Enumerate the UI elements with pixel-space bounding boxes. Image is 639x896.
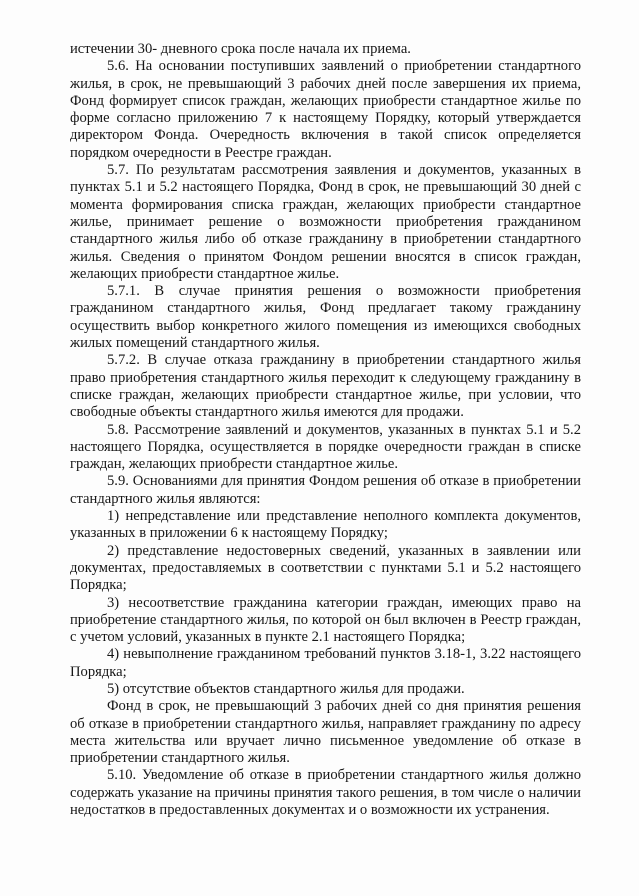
paragraph-5-10: 5.10. Уведомление об отказе в приобретении стандартного жилья должно содержать указание на причины принятия такого решения, в том числе о наличии недостатков в предоставленных документах и о возможности их устранения. [70,767,581,819]
paragraph-continuation: истечении 30- дневного срока после начала их приема. [70,41,411,57]
paragraph-5-6: 5.6. На основании поступивших заявлений о приобретении стандартного жилья, в срок, не превышающий 3 рабочих дней после завершения их приема, Фонд формирует список граждан, желающих приобрести стандартное жилье по форме согласно приложению 7 к настоящему Порядку, который утверждается директором Фонда. Очередность включения в такой список определяется порядком очередности в Реестре граждан. [70,58,581,161]
document-body [70,41,581,819]
paragraph-5-7-2: 5.7.2. В случае отказа гражданину в приобретении стандартного жилья право приобретения стандартного жилья переходит к следующему гражданину в списке граждан, желающих приобрести стандартное жилье, при условии, что свободные объекты стандартного жилья имеются для продажи. [70,352,581,421]
paragraph-5-8: 5.8. Рассмотрение заявлений и документов, указанных в пунктах 5.1 и 5.2 настоящего Порядка, осуществляется в порядке очередности граждан в списке граждан, желающих приобрести стандартное жилье. [70,421,581,473]
list-item-3: 3) несоответствие гражданина категории граждан, имеющих право на приобретение стандартного жилья, по которой он был включен в Реестр граждан, с учетом условий, указанных в пункте 2.1 настоящего Порядка; [70,594,581,646]
list-item-4: 4) невыполнение гражданином требований пунктов 3.18-1, 3.22 настоящего Порядка; [70,646,581,680]
list-item-1: 1) непредставление или представление неполного комплекта документов, указанных в приложении 6 к настоящему Порядку; [70,508,581,542]
list-item-2: 2) представление недостоверных сведений, указанных в заявлении или документах, предоставляемых в соответствии с пунктами 5.1 и 5.2 настоящего Порядка; [70,542,581,594]
paragraph-5-7: 5.7. По результатам рассмотрения заявления и документов, указанных в пунктах 5.1 и 5.2 настоящего Порядка, Фонд в срок, не превышающий 30 дней с момента формирования списка граждан, желающих приобрести стандартное жилье, принимает решение о возможности приобретения гражданином стандартного жилья либо об отказе гражданину в приобретении стандартного жилья. Сведения о принятом Фондом решении вносятся в список граждан, желающих приобрести стандартное жилье. [70,162,581,282]
paragraph-fund-notice: Фонд в срок, не превышающий 3 рабочих дней со дня принятия решения об отказе в приобретении стандартного жилья, направляет гражданину по адресу места жительства или вручает лично письменное уведомление об отказе в приобретении стандартного жилья. [70,698,581,767]
paragraph-5-7-1: 5.7.1. В случае принятия решения о возможности приобретения гражданином стандартного жилья, Фонд предлагает такому гражданину осуществить выбор конкретного жилого помещения из имеющихся свободных жилых помещений стандартного жилья. [70,283,581,352]
list-item-5: 5) отсутствие объектов стандартного жилья для продажи. [107,680,465,697]
paragraph-5-9: 5.9. Основаниями для принятия Фондом решения об отказе в приобретении стандартного жилья являются: [70,473,581,507]
